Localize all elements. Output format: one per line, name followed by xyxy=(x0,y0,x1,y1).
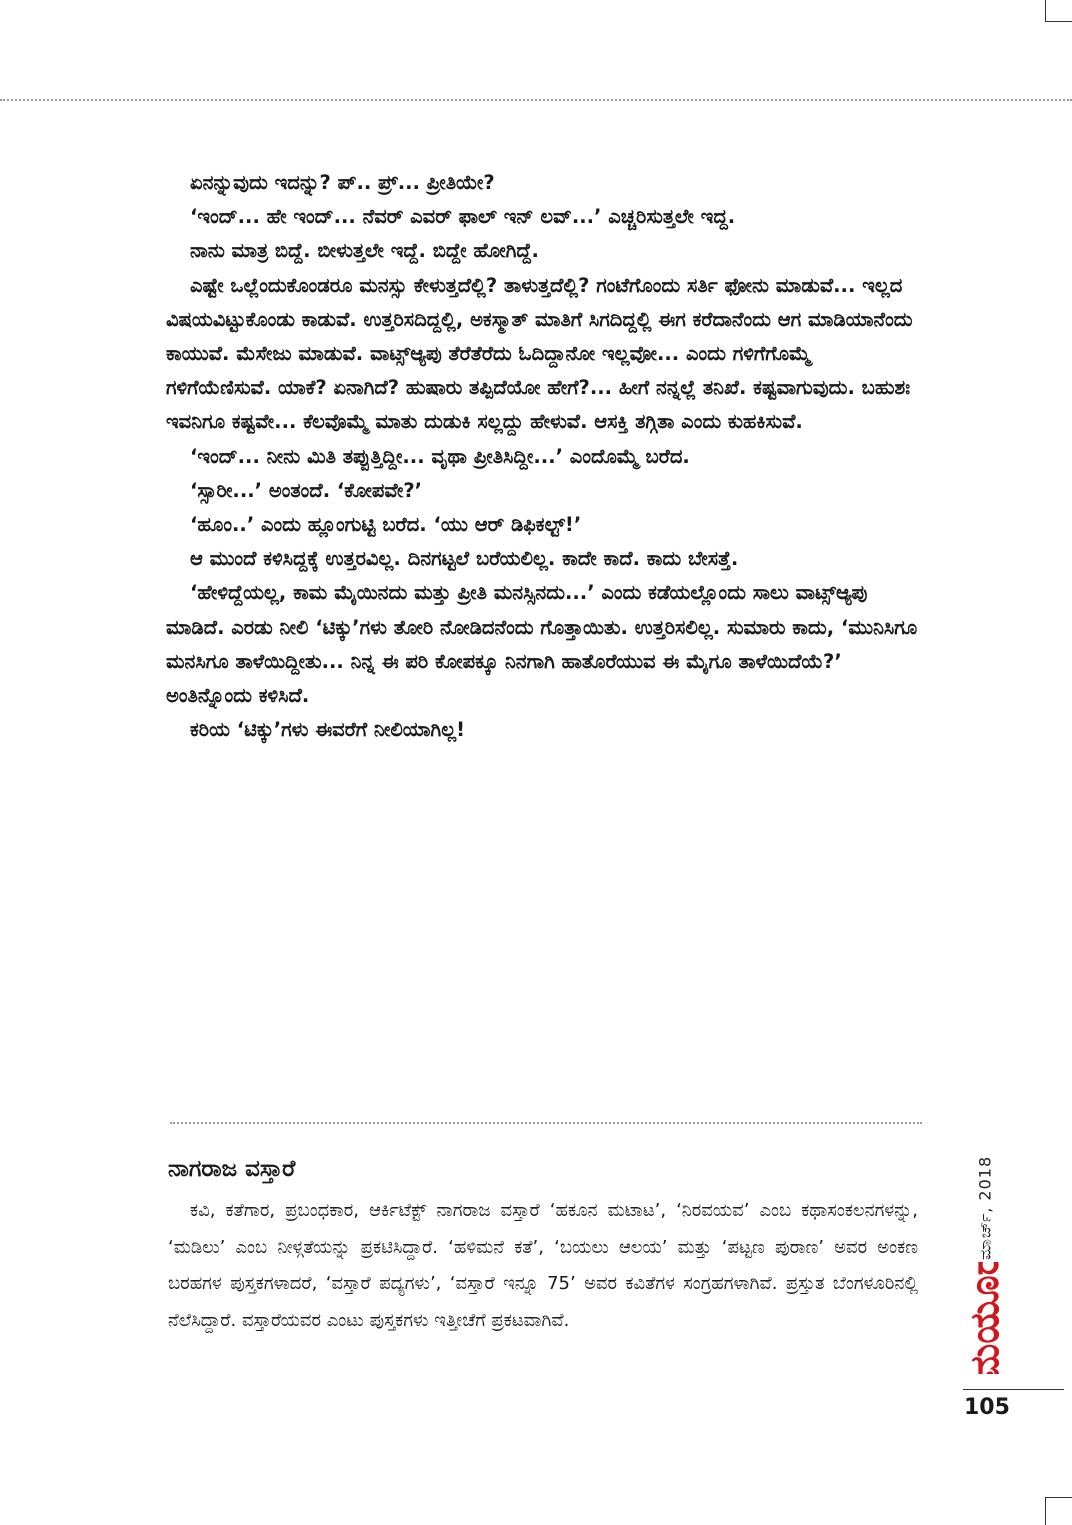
story-paragraph: ನಾನು ಮಾತ್ರ ಬಿದ್ದೆ. ಬೀಳುತ್ತಲೇ ಇದ್ದೆ. ಬಿದ್ದೇ ಹೋಗಿದ್ದೆ. xyxy=(190,239,539,263)
crop-mark-bottom-right xyxy=(1045,1497,1046,1525)
crop-mark-top-right-h xyxy=(1045,21,1072,22)
author-bio xyxy=(168,1193,918,1339)
crop-mark-bottom-right-h xyxy=(1045,1497,1072,1498)
magazine-logo xyxy=(963,1262,1007,1374)
story-body xyxy=(166,166,922,747)
story-paragraph: ಆ ಮುಂದೆ ಕಳಿಸಿದ್ದಕ್ಕೆ ಉತ್ತರವಿಲ್ಲ. ದಿನಗಟ್ಟಲೆ ಬರೆಯಲಿಲ್ಲ. ಕಾದೇ ಕಾದೆ. ಕಾದು ಬೇಸತ್ತೆ. xyxy=(190,547,739,571)
top-dotted-rule xyxy=(0,99,1072,101)
section-dotted-rule xyxy=(170,1122,922,1124)
story-paragraph: ‘ಇಂದ್... ಹೇ ಇಂದ್... ನೆವರ್ ಎವರ್ ಫಾಲ್ ಇನ್ ಲವ್...’ ಎಚ್ಚರಿಸುತ್ತಲೇ ಇದ್ದ. xyxy=(190,205,736,229)
page-number-rule xyxy=(963,1389,1064,1390)
story-paragraph: ಏನನ್ನುವುದು ಇದನ್ನು? ಪ್.. ಪ್ರ್... ಪ್ರೀತಿಯೇ? xyxy=(190,171,495,194)
story-paragraph: ಕರಿಯ ‘ಟಿಕ್ಕು’ಗಳು ಈವರೆಗೆ ನೀಲಿಯಾಗಿಲ್ಲ! xyxy=(190,718,466,742)
story-paragraph: ‘ಇಂದ್... ನೀನು ಮಿತಿ ತಪ್ಪುತ್ತಿದ್ದೀ... ವೃಥಾ ಪ್ರೀತಿಸಿದ್ದೀ...’ ಎಂದೊಮ್ಮೆ ಬರೆದ. xyxy=(190,444,690,468)
page-number: 105 xyxy=(964,1395,1010,1420)
crop-mark-top-right xyxy=(1045,0,1046,22)
svg-text:ಮಯೂರ: ಮಯೂರ xyxy=(963,1262,1007,1374)
story-paragraph: ‘ಹೇಳಿದ್ದೆಯಲ್ಲ, ಕಾಮ ಮೈಯಿನದು ಮತ್ತು ಪ್ರೀತಿ ಮನಸ್ಸಿನದು...’ ಎಂದು ಕಡೆಯಲ್ಲೊಂದು ಸಾಲು ವಾಟ್ಸ್‌ಆ್ಯಪು ಮಾಡಿದೆ. ಎರಡು ನೀಲಿ ‘ಟಿಕ್ಕು’ಗಳು ತೋರಿ ನೋಡಿದನೆಂದು ಗೊತ್ತಾಯಿತು. ಉತ್ತರಿಸಲಿಲ್ಲ. ಸುಮಾರು ಕಾದು, ‘ಮುನಿಸಿಗೂ ಮನಸಿಗೂ ತಾಳೆಯಿದ್ದೀತು... ನಿನ್ನ ಈ ಪರಿ ಕೋಪಕ್ಕೂ ನಿನಗಾಗಿ ಹಾತೊರೆಯುವ ಈ ಮೈಗೂ ತಾಳೆಯಿದೆಯೆ?’ ಅಂತಿನ್ನೊಂದು ಕಳಿಸಿದೆ. xyxy=(166,581,918,708)
issue-date: ಮಾರ್ಚ್, 2018 xyxy=(975,1155,995,1260)
story-paragraph: ‘ಹೂಂ..’ ಎಂದು ಹ್ಲೂಂಗುಟ್ಟಿ ಬರೆದ. ‘ಯು ಆರ್ ಡಿಫಿಕಲ್ಟ್!’ xyxy=(190,513,582,537)
story-paragraph: ಎಷ್ಟೇ ಒಲ್ಲೆಂದುಕೊಂಡರೂ ಮನಸ್ಸು ಕೇಳುತ್ತದೆಲ್ಲಿ? ತಾಳುತ್ತದೆಲ್ಲಿ? ಗಂಟೆಗೊಂದು ಸರ್ತಿ ಫೋನು ಮಾಡುವೆ... ಇಲ್ಲದ ವಿಷಯವಿಟ್ಟುಕೊಂಡು ಕಾಡುವೆ. ಉತ್ತರಿಸದಿದ್ದಲ್ಲಿ, ಅಕಸ್ಮಾತ್ ಮಾತಿಗೆ ಸಿಗದಿದ್ದಲ್ಲಿ ಈಗ ಕರೆದಾನೆಂದು ಆಗ ಮಾಡಿಯಾನೆಂದು ಕಾಯುವೆ. ಮೆಸೇಜು ಮಾಡುವೆ. ವಾಟ್ಸ್‌ಆ್ಯಪು ತೆರೆತೆರೆದು ಓದಿದ್ದಾನೋ ಇಲ್ಲವೋ... ಎಂದು ಗಳಿಗೆಗೊಮ್ಮೆ ಗಳಿಗೆಯೆಣಿಸುವೆ. ಯಾಕೆ? ಏನಾಗಿದೆ? ಹುಷಾರು ತಪ್ಪಿದೆಯೋ ಹೇಗೆ?... ಹೀಗೆ ನನ್ನಲ್ಲೆ ತನಿಖೆ. ಕಷ್ಟವಾಗುವುದು. ಬಹುಶಃ ಇವನಿಗೂ ಕಷ್ಟವೇ... ಕೆಲವೊಮ್ಮೆ ಮಾತು ದುಡುಕಿ ಸಲ್ಲದ್ದು ಹೇಳುವೆ. ಆಸಕ್ತಿ ತಗ್ಗಿತಾ ಎಂದು ಕುಹಕಿಸುವೆ. xyxy=(166,273,913,434)
author-bio-text: ಕವಿ, ಕತೆಗಾರ, ಪ್ರಬಂಧಕಾರ, ಆರ್ಕಿಟೆಕ್ಟ್ ನಾಗರಾಜ ವಸ್ತಾರೆ ‘ಹಕೂನ ಮಟಾಟ’, ‘ನಿರವಯವ’ ಎಂಬ ಕಥಾಸಂಕಲನಗಳನ್ನು, ‘ಮಡಿಲು’ ಎಂಬ ನೀಳ್ಗತೆಯನ್ನು ಪ್ರಕಟಿಸಿದ್ದಾರೆ. ‘ಹಳಿಮನೆ ಕತೆ’, ‘ಬಯಲು ಆಲಯ’ ಮತ್ತು ‘ಪಟ್ಟಣ ಪುರಾಣ’ ಅವರ ಅಂಕಣ ಬರಹಗಳ ಪುಸ್ತಕಗಳಾದರೆ, ‘ವಸ್ತಾರೆ ಪದ್ಯಗಳು’, ‘ವಸ್ತಾರೆ ಇನ್ನೂ 75’ ಅವರ ಕವಿತೆಗಳ ಸಂಗ್ರಹಗಳಾಗಿವೆ. ಪ್ರಸ್ತುತ ಬೆಂಗಳೂರಿನಲ್ಲಿ ನೆಲೆಸಿದ್ದಾರೆ. ವಸ್ತಾರೆಯವರ ಎಂಟು ಪುಸ್ತಕಗಳು ಇತ್ತೀಚೆಗೆ ಪ್ರಕಟವಾಗಿವೆ. xyxy=(168,1200,918,1331)
story-paragraph: ‘ಸ್ಸಾರೀ...’ ಅಂತಂದೆ. ‘ಕೋಪವೇ?’ xyxy=(190,478,423,502)
author-name: ನಾಗರಾಜ ವಸ್ತಾರೆ xyxy=(168,1156,296,1182)
